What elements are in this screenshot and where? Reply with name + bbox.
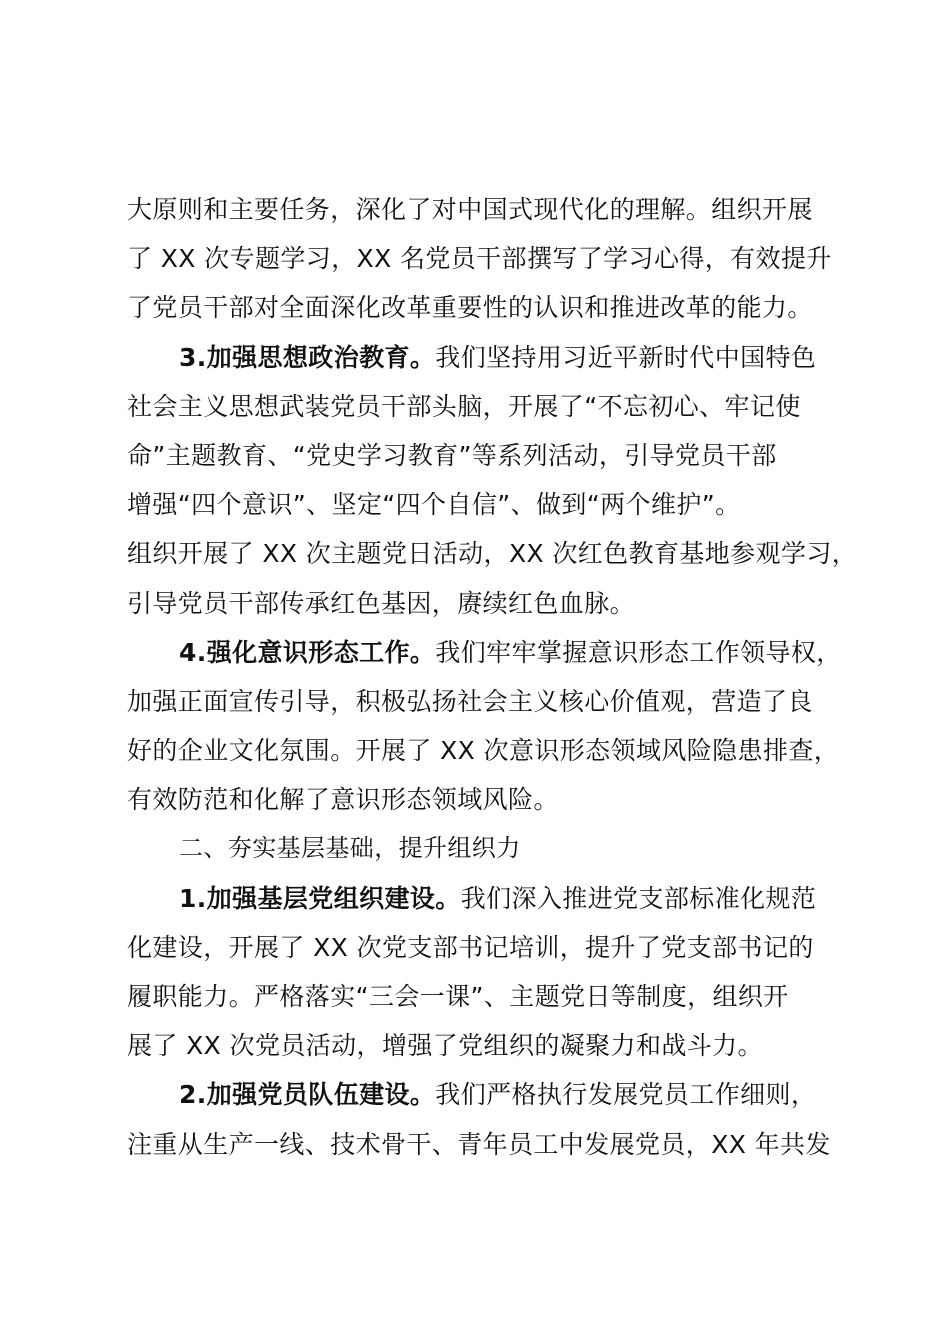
text-line: [127, 775, 857, 824]
text-line: [127, 185, 857, 234]
line-text: 好的企业文化氛围。开展了 XX 次意识形态领域风险隐患排查，: [127, 736, 840, 766]
line-text: 引导党员干部传承红色基因，赓续红色血脉。: [127, 588, 636, 618]
text-line: [127, 480, 857, 529]
line-text: 履职能力。严格落实“三会一课”、主题党日等制度，组织开: [127, 982, 789, 1011]
text-line: [127, 726, 857, 775]
text-line: [127, 382, 857, 431]
paragraph-heading: 1.加强基层党组织建设。: [179, 883, 461, 913]
text-line: [127, 529, 857, 578]
text-line: [127, 923, 857, 972]
line-text: 社会主义思想武装党员干部头脑，开展了“不忘初心、牢记使: [127, 391, 801, 421]
paragraph-heading: 2.加强党员队伍建设。: [179, 1080, 436, 1110]
text-line: [127, 1120, 857, 1169]
line-text: 我们坚持用习近平新时代中国特色: [435, 342, 817, 372]
text-line: [127, 283, 857, 332]
text-line: [127, 972, 857, 1021]
section-heading-text: 二、夯实基层基础，提升组织力: [179, 834, 521, 863]
text-line: [127, 579, 857, 628]
section-heading: [127, 824, 857, 873]
paragraph-start-line: [127, 874, 857, 923]
line-text: 我们严格执行发展党员工作细则，: [435, 1080, 817, 1110]
paragraph-start-line: [127, 628, 857, 677]
paragraph-start-line: [127, 333, 857, 382]
line-text: 我们深入推进党支部标准化规范: [460, 883, 817, 913]
line-text: 有效防范和化解了意识形态领域风险。: [127, 785, 559, 815]
text-line: [127, 431, 857, 480]
paragraph-heading: 4.强化意识形态工作。: [179, 637, 436, 667]
paragraph-start-line: [127, 1070, 857, 1119]
line-text: 命”主题教育、“党史学习教育”等系列活动，引导党员干部: [127, 440, 777, 470]
line-text: 组织开展了 XX 次主题党日活动，XX 次红色教育基地参观学习，: [127, 539, 858, 569]
document-body: [127, 185, 857, 1169]
text-line: [127, 234, 857, 283]
paragraph-heading: 3.加强思想政治教育。: [179, 342, 436, 372]
line-text: 展了 XX 次党员活动，增强了党组织的凝聚力和战斗力。: [127, 1031, 763, 1061]
line-text: 注重从生产一线、技术骨干、青年员工中发展党员，XX 年共发: [127, 1129, 831, 1159]
line-text: 了 XX 次专题学习，XX 名党员干部撰写了学习心得，有效提升: [127, 244, 832, 274]
line-text: 大原则和主要任务，深化了对中国式现代化的理解。组织开展: [127, 195, 813, 224]
text-line: [127, 677, 857, 726]
line-text: 增强“四个意识”、坚定“四个自信”、做到“两个维护”。: [127, 490, 741, 520]
line-text: 了党员干部对全面深化改革重要性的认识和推进改革的能力。: [127, 293, 813, 323]
line-text: 我们牢牢掌握意识形态工作领导权，: [435, 637, 842, 667]
line-text: 加强正面宣传引导，积极弘扬社会主义核心价值观，营造了良: [127, 686, 813, 716]
line-text: 化建设，开展了 XX 次党支部书记培训，提升了党支部书记的: [127, 932, 814, 962]
text-line: [127, 1021, 857, 1070]
